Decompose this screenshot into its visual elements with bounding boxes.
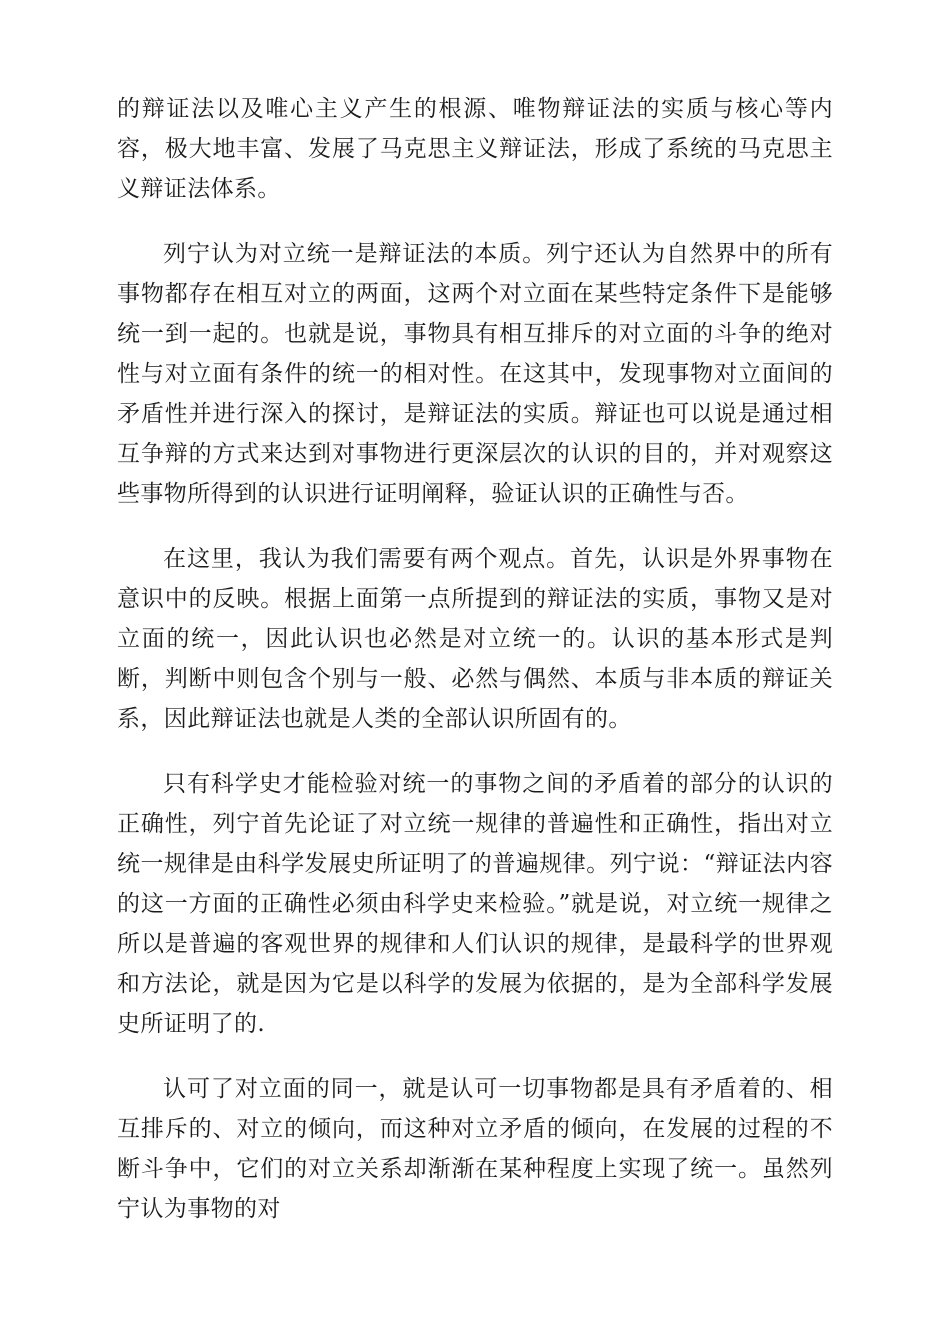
paragraph-4: 只有科学史才能检验对统一的事物之间的矛盾着的部分的认识的正确性，列宁首先论证了对立统一规律的普遍性和正确性，指出对立统一规律是由科学发展史所证明了的普遍规律。列宁说：“辩证法内容的这一方面的正确性必须由科学史来检验。”就是说，对立统一规律之所以是普遍的客观世界的规律和人们认识的规律，是最科学的世界观和方法论，就是因为它是以科学的发展为依据的，是为全部科学发展史所证明了的. [117, 771, 833, 1037]
paragraph-5: 认可了对立面的同一，就是认可一切事物都是具有矛盾着的、相互排斥的、对立的倾向，而这种对立矛盾的倾向，在发展的过程的不断斗争中，它们的对立关系却渐渐在某种程度上实现了统一。虽然列宁认为事物的对 [117, 1076, 833, 1222]
paragraph-3: 在这里，我认为我们需要有两个观点。首先，认识是外界事物在意识中的反映。根据上面第一点所提到的辩证法的实质，事物又是对立面的统一，因此认识也必然是对立统一的。认识的基本形式是判断，判断中则包含个别与一般、必然与偶然、本质与非本质的辩证关系，因此辩证法也就是人类的全部认识所固有的。 [117, 546, 833, 732]
paragraph-2: 列宁认为对立统一是辩证法的本质。列宁还认为自然界中的所有事物都存在相互对立的两面，这两个对立面在某些特定条件下是能够统一到一起的。也就是说，事物具有相互排斥的对立面的斗争的绝对性与对立面有条件的统一的相对性。在这其中，发现事物对立面间的矛盾性并进行深入的探讨，是辩证法的实质。辩证也可以说是通过相互争辩的方式来达到对事物进行更深层次的认识的目的，并对观察这些事物所得到的认识进行证明阐释，验证认识的正确性与否。 [117, 241, 833, 507]
document-body [117, 89, 833, 1254]
paragraph-1: 的辩证法以及唯心主义产生的根源、唯物辩证法的实质与核心等内容，极大地丰富、发展了马克思主义辩证法，形成了系统的马克思主义辩证法体系。 [117, 96, 833, 202]
